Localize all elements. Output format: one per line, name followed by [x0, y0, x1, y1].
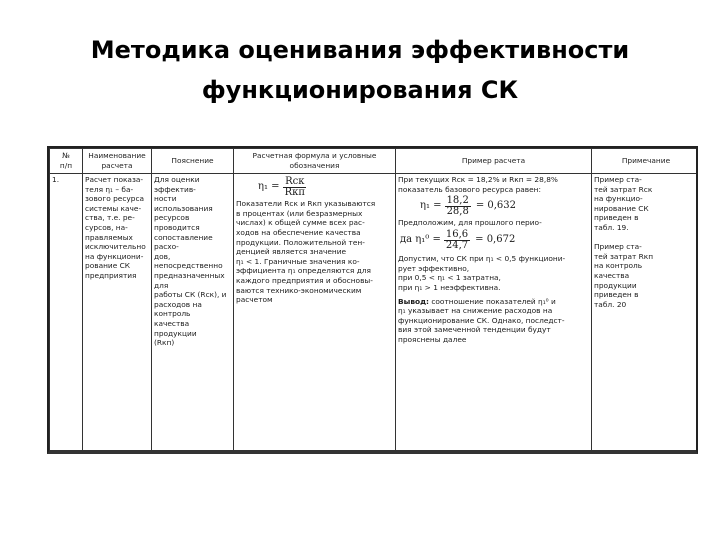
cell-example [396, 174, 592, 451]
formula-numerator: Rск [285, 176, 305, 187]
header-num: № п/п [50, 149, 83, 174]
example-1-fraction [445, 196, 471, 216]
table-row [50, 174, 699, 451]
header-note: Примечание [592, 149, 699, 174]
example-1-prefix: η₁ = [420, 200, 442, 212]
header-name: Наименование расчета [83, 149, 152, 174]
example-2-numerator: 16,6 [445, 228, 469, 240]
example-conclusion [398, 297, 589, 345]
slide-title [0, 30, 720, 110]
conclusion-text: соотношение показателей η₁⁰ и η₁ указывает на снижение расходов на функционирование СК. Однако, последст- вия этой замеченной тенденции будут прояснены далее [398, 296, 565, 344]
formula-description: Показатели Rск и Rкп указываются в процентах (или безразмерных числах) к общей сумме всех рас- ходов на обеспечение качества продукции. Положительной тен- денцией является значение η₁ < 1. Граничные значения ко- эффициента η₁ определяются для каждого предприятия и обосновы- ваются технико-экономическим расчетом [236, 199, 376, 305]
example-1-numerator: 18,2 [446, 195, 469, 207]
title-line-1: Методика оценивания эффективности [90, 36, 630, 64]
formula-eta1 [258, 177, 393, 197]
formula-prefix: η₁ = [258, 181, 280, 193]
formula-fraction [283, 177, 307, 197]
cell-formula [234, 174, 396, 451]
conclusion-label: Вывод: [398, 296, 429, 306]
example-2-fraction [444, 230, 470, 250]
example-formula-2 [400, 230, 589, 250]
example-condition: Допустим, что СК при η₁ < 0,5 функциони- рует эффективно, при 0,5 < η₁ < 1 затратна, при η₁ > 1 неэффективна. [398, 254, 566, 292]
formula-denominator: Rкп [284, 186, 306, 198]
cell-explanation: Для оценки эффектив- ности использования ресурсов проводится сопоставление расхо- дов, непосредственно предназначенных для работы СК (Rск), и расходов на контроль качества продукции (Rкп) [152, 174, 234, 451]
example-intro: При текущих Rск = 18,2% и Rкп = 28,8% показатель базового ресурса равен: [398, 175, 558, 194]
title-line-2: функционирования СК [201, 76, 519, 104]
table-header-row [50, 149, 699, 174]
example-mid: Предположим, для прошлого перио- [398, 218, 542, 228]
header-example: Пример расчета [396, 149, 592, 174]
header-formula: Расчетная формула и условные обозначения [234, 149, 396, 174]
scanned-table [47, 146, 698, 454]
cell-num: 1. [50, 174, 83, 451]
example-1-denominator: 28,8 [446, 205, 469, 217]
cell-note: Пример ста- тей затрат Rск на функцио- нирование СК приведен в табл. 19. Пример ста- тей затрат Rкп на контроль качества продукции приведен в табл. 20 [592, 174, 699, 451]
example-2-prefix: да η₁⁰ = [400, 234, 441, 246]
example-formula-1 [420, 196, 589, 216]
header-explanation: Пояснение [152, 149, 234, 174]
cell-name: Расчет показа- теля η₁ – ба- зового ресурса системы каче- ства, т.е. ре- сурсов, на- правляемых исключительно на функциони- рование СК предприятия [83, 174, 152, 451]
example-1-result: = 0,632 [475, 200, 517, 212]
example-2-result: = 0,672 [475, 234, 516, 246]
example-2-denominator: 24,7 [445, 239, 469, 251]
methodology-table [49, 148, 698, 451]
